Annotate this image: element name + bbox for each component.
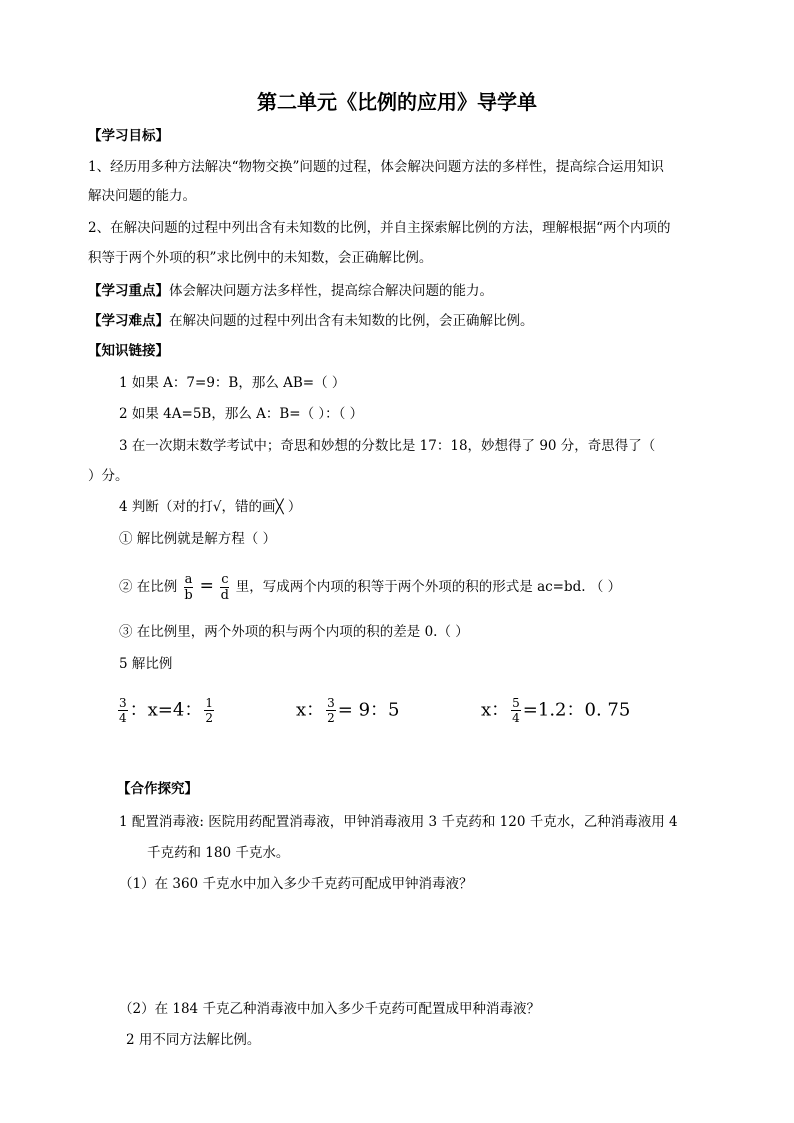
equation-fraction — [511, 696, 521, 725]
equation-fraction — [326, 696, 336, 725]
problem-1-question-2: （2）在 184 千克乙种消毒液中加入多少千克药可配置成甲种消毒液？ — [119, 1001, 540, 1017]
fraction-numerator: c — [221, 572, 229, 587]
key-point-heading: 【学习重点】 — [88, 283, 169, 299]
equation-text: ：x=4： — [129, 699, 203, 721]
equation-1 — [116, 696, 216, 725]
equation-2 — [296, 696, 400, 725]
fraction-denominator: b — [184, 588, 193, 603]
objectives-heading: 【学习目标】 — [88, 128, 169, 144]
problem-1-question-1: （1）在 360 千克水中加入多少千克药可配成甲钟消毒液？ — [119, 876, 473, 892]
fraction-c-over-d — [220, 572, 229, 603]
knowledge-q3-line-1: 3 在一次期末数学考试中；奇思和妙想的分数比是 17：18，妙想得了 90 分，奇思得了（ — [119, 438, 656, 454]
equation-text: x： — [296, 699, 325, 721]
equation-fraction — [118, 696, 128, 725]
objective-1-line-1: 1、经历用多种方法解决“物物交换”问题的过程，体会解决问题方法的多样性，提高综合运用知识 — [88, 159, 664, 175]
fraction-numerator: 1 — [205, 696, 213, 710]
fraction-numerator: a — [184, 572, 193, 587]
fraction-denominator: 4 — [512, 711, 520, 725]
fraction-numerator: 5 — [512, 696, 520, 710]
equals-sign: = — [199, 576, 214, 596]
difficulty-text: 在解决问题的过程中列出含有未知数的比例，会正确解比例。 — [169, 313, 534, 329]
problem-1-line-2: 千克药和 180 千克水。 — [147, 845, 290, 861]
knowledge-q2: 2 如果 4A=5B，那么 A：B=（ ）：（ ） — [119, 406, 364, 422]
judgment-2-suffix: 里，写成两个内项的积等于两个外项的积的形式是 ac=bd. （ ） — [235, 579, 622, 595]
equation-text: = 9：5 — [337, 699, 400, 721]
difficulty-heading: 【学习难点】 — [88, 313, 169, 329]
page-title: 第二单元《比例的应用》导学单 — [257, 90, 537, 114]
equation-text: =1.2：0. 75 — [522, 699, 631, 721]
equation-text: x： — [481, 699, 510, 721]
objective-2-line-1: 2、在解决问题的过程中列出含有未知数的比例，并自主探索解比例的方法，理解根据“两个内项的 — [88, 220, 671, 236]
judgment-2-prefix: ② 在比例 — [119, 579, 178, 595]
knowledge-q4: 4 判断（对的打√，错的画╳ ） — [119, 499, 302, 515]
objective-1-line-2: 解决问题的能力。 — [88, 188, 196, 204]
judgment-1: ① 解比例就是解方程（ ） — [119, 531, 277, 547]
fraction-a-over-b — [184, 572, 194, 603]
equation-fraction — [204, 696, 214, 725]
cooperation-heading: 【合作探究】 — [117, 781, 198, 797]
knowledge-q1: 1 如果 A：7=9：B，那么 AB=（ ） — [119, 375, 346, 391]
fraction-numerator: 3 — [119, 696, 127, 710]
fraction-denominator: 4 — [119, 711, 127, 725]
key-point-text: 体会解决问题方法多样性，提高综合解决问题的能力。 — [169, 283, 493, 299]
knowledge-heading: 【知识链接】 — [88, 343, 169, 359]
fraction-denominator: 2 — [205, 711, 213, 725]
equation-3 — [481, 696, 630, 725]
fraction-denominator: 2 — [327, 711, 335, 725]
knowledge-q5: 5 解比例 — [119, 656, 173, 672]
knowledge-q3-line-2: ）分。 — [88, 468, 129, 484]
fraction-denominator: d — [220, 588, 229, 603]
key-point — [88, 282, 493, 300]
judgment-2 — [119, 566, 621, 606]
fraction-numerator: 3 — [327, 696, 335, 710]
difficulty — [88, 312, 534, 330]
problem-1-line-1: 1 配置消毒液: 医院用药配置消毒液，甲钟消毒液用 3 千克药和 120 千克水，乙种消毒液用 4 — [119, 814, 678, 830]
problem-2: 2 用不同方法解比例。 — [126, 1032, 261, 1048]
objective-2-line-2: 积等于两个外项的积”求比例中的未知数，会正确解比例。 — [88, 250, 433, 266]
judgment-3: ③ 在比例里，两个外项的积与两个内项的积的差是 0.（ ） — [119, 624, 469, 640]
